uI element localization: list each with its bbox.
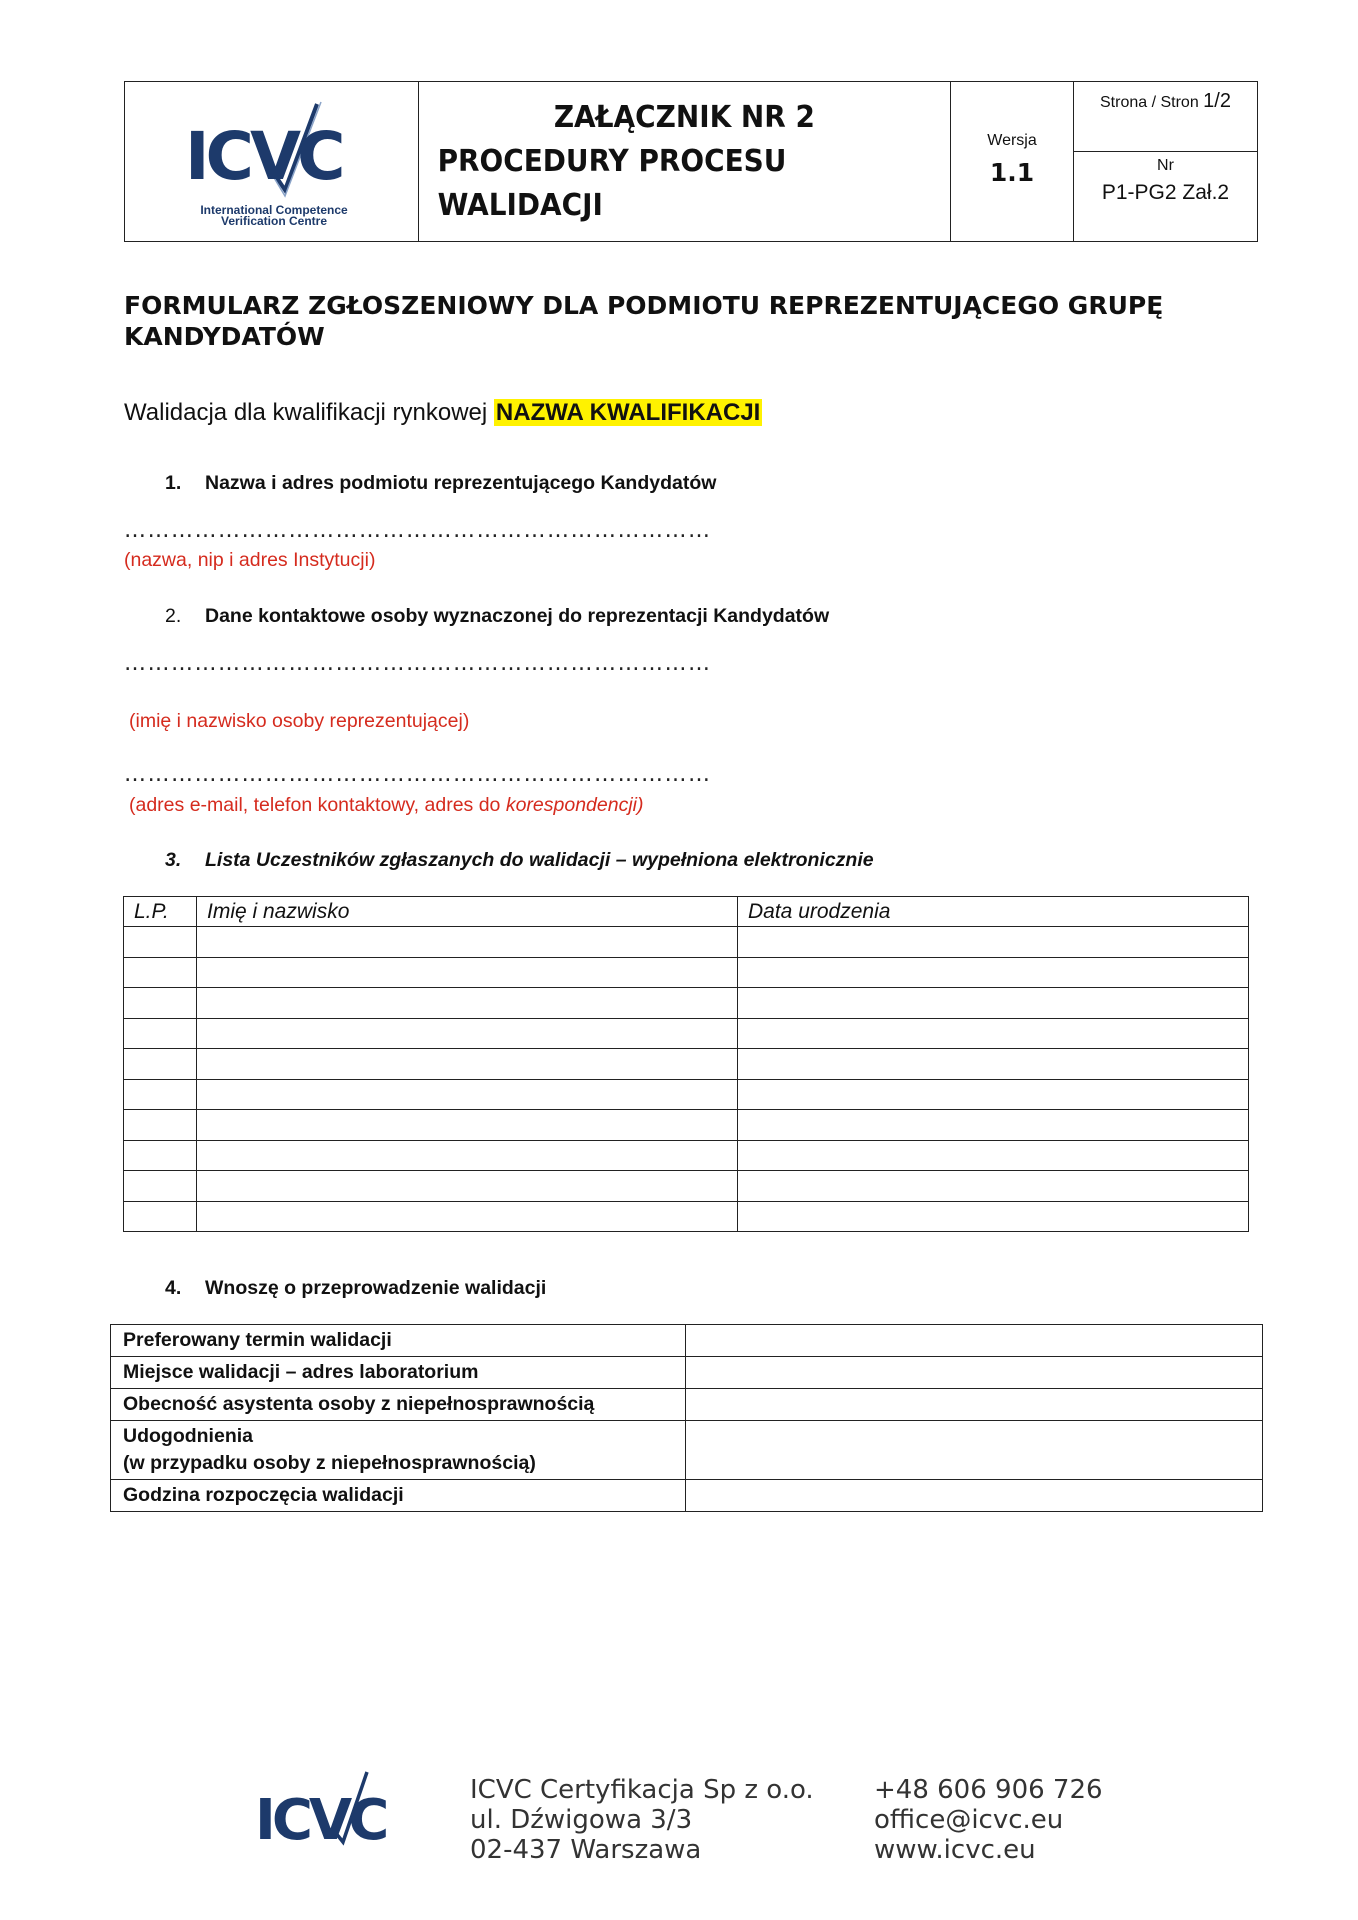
nr-value: P1-PG2 Zał.2 xyxy=(1101,181,1230,204)
section-3-heading: 3. Lista Uczestników zgłaszanych do walidacji – wypełniona elektronicznie xyxy=(165,849,874,871)
request-row xyxy=(111,1357,1263,1389)
table-row xyxy=(124,1079,1249,1110)
request-label: Obecność asystenta osoby z niepełnosprawnością xyxy=(111,1389,686,1421)
table-row xyxy=(124,1110,1249,1141)
request-label: Godzina rozpoczęcia walidacji xyxy=(111,1480,686,1512)
name-cell[interactable] xyxy=(197,957,738,988)
name-cell[interactable] xyxy=(197,1049,738,1080)
footer-city: 02-437 Warszawa xyxy=(470,1835,702,1865)
page-label: Strona / Stron xyxy=(1100,94,1199,111)
birthdate-cell[interactable] xyxy=(738,1140,1249,1171)
footer-website[interactable]: www.icvc.eu xyxy=(874,1835,1036,1865)
qualification-name-highlight: NAZWA KWALIFIKACJI xyxy=(495,399,761,426)
footer-street: ul. Dźwigowa 3/3 xyxy=(470,1805,693,1835)
request-row xyxy=(111,1325,1263,1357)
name-cell[interactable] xyxy=(197,927,738,958)
icvc-logo xyxy=(185,90,365,230)
representative-name-fill-line[interactable]: ………………………………………………………………… xyxy=(124,651,712,676)
version-label: Wersja xyxy=(987,132,1037,149)
table-header-row xyxy=(124,897,1249,927)
table-row xyxy=(124,927,1249,958)
logo-subtitle: International Competence Verification Centre xyxy=(200,203,348,228)
birthdate-cell[interactable] xyxy=(738,957,1249,988)
birthdate-cell[interactable] xyxy=(738,1110,1249,1141)
document-header xyxy=(124,81,1258,242)
form-heading: FORMULARZ ZGŁOSZENIOWY DLA PODMIOTU REPREZENTUJĄCEGO GRUPĘ KANDYDATÓW xyxy=(124,291,1164,351)
logo-text: ICVC xyxy=(185,118,342,195)
request-label: Udogodnienia (w przypadku osoby z niepełnosprawnością) xyxy=(111,1421,686,1480)
section-1-heading: 1. Nazwa i adres podmiotu reprezentującego Kandydatów xyxy=(165,472,717,494)
birthdate-cell[interactable] xyxy=(738,1171,1249,1202)
birthdate-cell[interactable] xyxy=(738,927,1249,958)
contact-fill-line[interactable]: ………………………………………………………………… xyxy=(124,762,712,787)
footer-contact xyxy=(874,1775,1103,1865)
table-row xyxy=(124,988,1249,1019)
footer-address xyxy=(470,1775,814,1865)
request-row xyxy=(111,1389,1263,1421)
name-cell[interactable] xyxy=(197,1140,738,1171)
birthdate-cell[interactable] xyxy=(738,1018,1249,1049)
name-cell[interactable] xyxy=(197,1171,738,1202)
lp-cell[interactable] xyxy=(124,1049,197,1080)
column-header-birthdate: Data urodzenia xyxy=(738,897,1249,927)
footer-phone[interactable]: +48 606 906 726 xyxy=(874,1775,1103,1805)
request-label: Preferowany termin walidacji xyxy=(111,1325,686,1357)
participants-table xyxy=(123,896,1249,1232)
header-page-cell xyxy=(1074,82,1257,241)
section-2-hint-contact: (adres e-mail, telefon kontaktowy, adres do korespondencji) xyxy=(129,794,644,816)
validation-request-table xyxy=(110,1324,1263,1512)
lp-cell[interactable] xyxy=(124,1018,197,1049)
column-header-lp: L.P. xyxy=(124,897,197,927)
birthdate-cell[interactable] xyxy=(738,988,1249,1019)
birthdate-cell[interactable] xyxy=(738,1049,1249,1080)
section-2-hint-name: (imię i nazwisko osoby reprezentującej) xyxy=(129,710,470,732)
header-title-cell xyxy=(419,82,951,241)
table-row xyxy=(124,1018,1249,1049)
request-row xyxy=(111,1480,1263,1512)
lp-cell[interactable] xyxy=(124,927,197,958)
request-value-field[interactable] xyxy=(686,1421,1263,1480)
table-row xyxy=(124,1201,1249,1232)
lp-cell[interactable] xyxy=(124,957,197,988)
name-cell[interactable] xyxy=(197,988,738,1019)
lp-cell[interactable] xyxy=(124,988,197,1019)
name-cell[interactable] xyxy=(197,1018,738,1049)
form-subtitle: Walidacja dla kwalifikacji rynkowej NAZWA KWALIFIKACJI xyxy=(124,399,761,426)
table-row xyxy=(124,1171,1249,1202)
request-value-field[interactable] xyxy=(686,1357,1263,1389)
table-row xyxy=(124,1049,1249,1080)
table-row xyxy=(124,1140,1249,1171)
request-value-field[interactable] xyxy=(686,1389,1263,1421)
page-value: 1/2 xyxy=(1203,90,1231,112)
footer-logo xyxy=(255,1770,405,1860)
birthdate-cell[interactable] xyxy=(738,1079,1249,1110)
request-value-field[interactable] xyxy=(686,1325,1263,1357)
name-cell[interactable] xyxy=(197,1110,738,1141)
lp-cell[interactable] xyxy=(124,1171,197,1202)
request-label: Miejsce walidacji – adres laboratorium xyxy=(111,1357,686,1389)
footer-email[interactable]: office@icvc.eu xyxy=(874,1805,1064,1835)
lp-cell[interactable] xyxy=(124,1079,197,1110)
request-row xyxy=(111,1421,1263,1480)
section-4-heading: 4. Wnoszę o przeprowadzenie walidacji xyxy=(165,1277,547,1299)
section-2-heading: 2. Dane kontaktowe osoby wyznaczonej do reprezentacji Kandydatów xyxy=(165,605,830,627)
lp-cell[interactable] xyxy=(124,1110,197,1141)
name-cell[interactable] xyxy=(197,1201,738,1232)
section-1-hint: (nazwa, nip i adres Instytucji) xyxy=(124,549,376,571)
header-logo-cell xyxy=(125,82,419,241)
table-row xyxy=(124,957,1249,988)
footer-company: ICVC Certyfikacja Sp z o.o. xyxy=(470,1775,814,1805)
document-title-line2: PROCEDURY PROCESU WALIDACJI xyxy=(437,143,787,223)
nr-label: Nr xyxy=(1157,157,1174,174)
lp-cell[interactable] xyxy=(124,1140,197,1171)
version-value: 1.1 xyxy=(989,158,1035,187)
header-version-cell xyxy=(951,82,1074,241)
lp-cell[interactable] xyxy=(124,1201,197,1232)
request-value-field[interactable] xyxy=(686,1480,1263,1512)
name-cell[interactable] xyxy=(197,1079,738,1110)
document-title-line1: ZAŁĄCZNIK NR 2 xyxy=(553,99,816,135)
birthdate-cell[interactable] xyxy=(738,1201,1249,1232)
footer-logo-text: ICVC xyxy=(255,1788,386,1853)
column-header-name: Imię i nazwisko xyxy=(197,897,738,927)
institution-fill-line[interactable]: ………………………………………………………………… xyxy=(124,518,712,543)
